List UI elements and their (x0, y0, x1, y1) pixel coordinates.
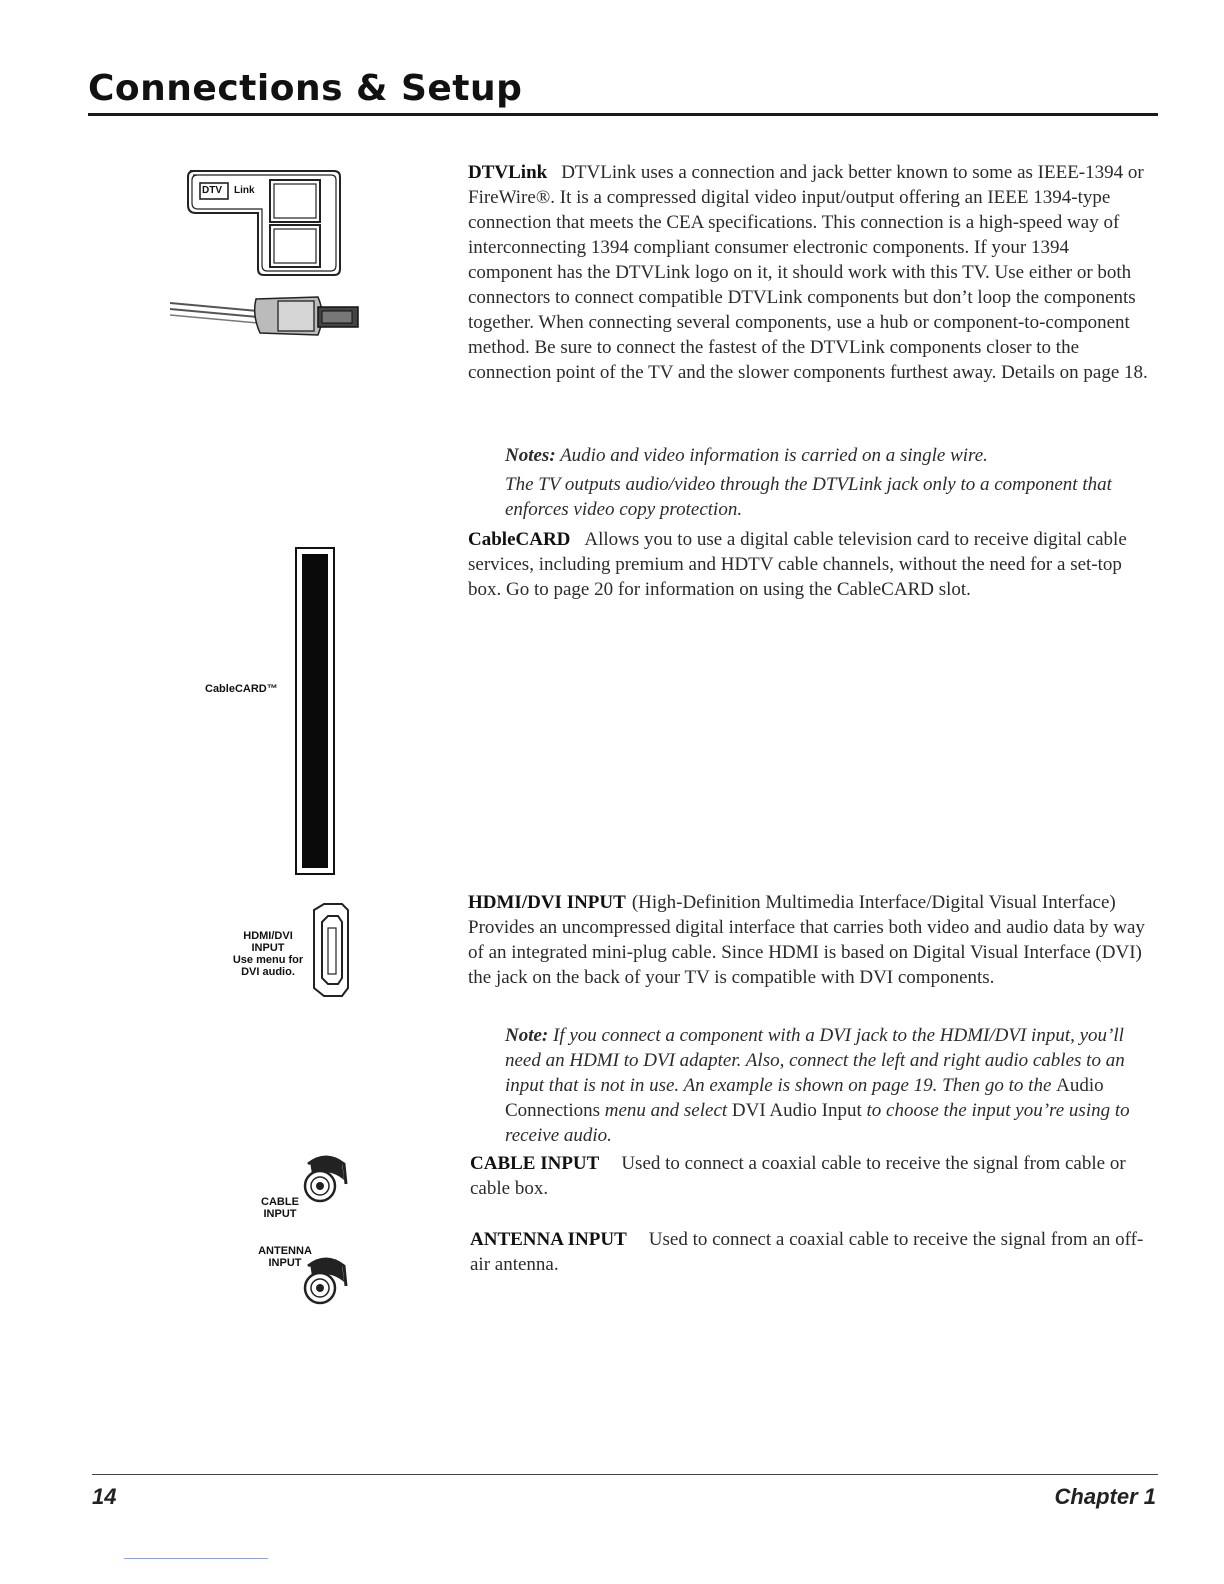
hdmi-note-lead: Note: (505, 1025, 549, 1046)
dtvlink-connector-diagram (168, 165, 368, 340)
chapter-label: Chapter 1 (1054, 1484, 1156, 1509)
antenna-input-term: ANTENNA INPUT (470, 1229, 627, 1250)
cable-input-term: CABLE INPUT (470, 1153, 600, 1174)
antenna-input-body: Used to connect a coaxial cable to receive the signal from an off-air antenna. (470, 1229, 1144, 1275)
cable-input-jack-icon (300, 1154, 352, 1206)
page-number: 14 (92, 1484, 117, 1509)
header-divider (88, 113, 1158, 116)
hdmi-note-menu: Audio Connections (505, 1075, 1104, 1121)
dtvlink-body: DTVLink uses a connection and jack better known to some as IEEE-1394 or FireWire®. It is a compressed digital video input/output offering an IEEE 1394-type connection that meets the CEA specifications. This connection is a high-speed way of interconnecting 1394 compliant consumer electronic components. If your 1394 component has the DTVLink logo on it, it should work with this TV. Use either or both connectors to connect compatible DTVLink components but don’t loop the components together. When connecting several components, use a hub or component-to-component method. Be sure to connect the fastest of the DTVLink components closer to the connection point of the TV and the slower components furthest away. Details on page 18. (468, 162, 1148, 383)
notes-lead: Notes: (505, 445, 556, 466)
note-1-text: Audio and video information is carried on a single wire. (560, 445, 988, 466)
hdmi-label-line: HDMI/DVI (243, 930, 293, 942)
hdmi-jack-diagram (310, 902, 352, 998)
hdmi-term: HDMI/DVI INPUT (468, 892, 626, 913)
cable-input-paragraph (470, 1151, 1140, 1201)
antenna-label-line: INPUT (268, 1257, 302, 1269)
dtvlink-note-1 (505, 443, 1155, 468)
hdmi-label-line: DVI audio. (241, 966, 295, 978)
dtvlink-term: DTVLink (468, 162, 548, 183)
dtvlink-notes (505, 443, 1155, 522)
dtvlink-note-2: The TV outputs audio/video through the DTVLink jack only to a component that enforces video copy protection. (505, 474, 1112, 520)
cablecard-term: CableCARD (468, 529, 571, 550)
hdmi-label-line: Use menu for (232, 954, 304, 966)
hdmi-paragraph (468, 890, 1158, 990)
cablecard-slot-diagram (294, 546, 338, 878)
antenna-input-jack-icon (300, 1256, 352, 1308)
hdmi-note-option: DVI Audio Input (731, 1100, 862, 1121)
cable-label-line: INPUT (263, 1208, 297, 1220)
hdmi-note (505, 1023, 1130, 1148)
hdmi-note-part3: to choose the input you’re using to receive audio. (505, 1100, 1130, 1146)
cablecard-body: Allows you to use a digital cable television card to receive digital cable services, including premium and HDTV cable channels, without the need for a set-top box. Go to page 20 for information on using the CableCARD slot. (468, 529, 1127, 600)
footer-divider (92, 1474, 1158, 1475)
hdmi-label (228, 930, 308, 978)
antenna-input-paragraph (470, 1227, 1160, 1277)
dtv-logo-text: DTV (202, 185, 222, 196)
cable-label-line: CABLE (261, 1196, 299, 1208)
hdmi-note-part2: menu and select (604, 1100, 728, 1121)
hdmi-label-line: INPUT (251, 942, 285, 954)
cablecard-label: CableCARD™ (205, 683, 278, 695)
cablecard-paragraph (468, 527, 1158, 602)
antenna-label-line: ANTENNA (258, 1245, 312, 1257)
hdmi-body: (High-Definition Multimedia Interface/Digital Visual Interface) Provides an uncompressed digital interface that carries both video and audio data by way of an integrated mini-plug cable. Since HDMI is based on Digital Visual Interface (DVI) the jack on the back of your TV is compatible with DVI components. (468, 892, 1145, 988)
dtvlink-paragraph (468, 160, 1158, 385)
cable-input-label (255, 1196, 305, 1220)
cable-input-body: Used to connect a coaxial cable to receive the signal from cable or cable box. (470, 1153, 1126, 1199)
bottom-edge-line (124, 1558, 268, 1559)
link-logo-text: Link (234, 185, 255, 196)
page-title: Connections & Setup (88, 68, 523, 109)
hdmi-note-part1: If you connect a component with a DVI jack to the HDMI/DVI input, you’ll need an HDMI to DVI adapter. Also, connect the left and right audio cables to an input that is not in use. An example is shown on page 19. Then go to the (505, 1025, 1125, 1096)
